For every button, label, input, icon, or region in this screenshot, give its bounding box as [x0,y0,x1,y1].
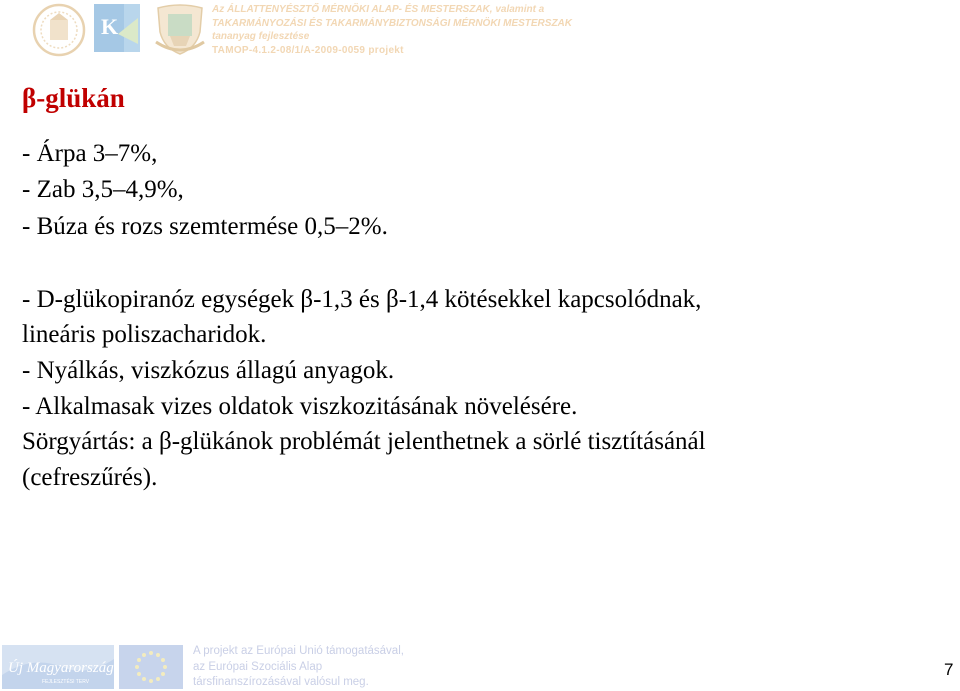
university-seal-logo [30,3,88,57]
body-line-4: - D-glükopiranóz egységek β-1,3 és β-1,4 kötésekkel kapcsolódnak, [22,286,702,313]
header-text [212,3,632,57]
body-line-5: lineáris poliszacharidok. [22,321,267,348]
body-line-8: Sörgyártás: a β-glükánok problémát jelenthetnek a sörlé tisztításánál [22,428,706,455]
footer-line-3: társfinanszírozásával valósul meg. [193,676,369,688]
footer-line-2: az Európai Szociális Alap [193,660,323,673]
header-line-3: tananyag fejlesztése [212,31,310,42]
eu-flag-logo [119,645,183,689]
k-logo [94,4,140,52]
slide-footer [0,635,960,690]
footer-logo-subtext: FEJLESZTÉSI TERV [42,679,90,685]
footer-text [193,644,404,691]
header-line-2: TAKARMÁNYOZÁSI ÉS TAKARMÁNYBIZTONSÁGI MÉRNÖKI MESTERSZAK [212,17,572,29]
body-line-9: (cefreszűrés). [22,464,158,491]
body-line-2: - Zab 3,5–4,9%, [22,176,184,203]
body-line-6: - Nyálkás, viszkózus állagú anyagok. [22,357,395,384]
slide-header [0,0,960,62]
page-number: 7 [944,660,954,679]
k-logo-letter: K [101,14,119,39]
footer-line-1: A projekt az Európai Unió támogatásával, [193,645,404,657]
body-line-7: - Alkalmasak vizes oldatok viszkozitásának növelésére. [22,393,578,420]
header-project-code: TAMOP-4.1.2-08/1/A-2009-0059 projekt [212,44,404,56]
crest-logo [152,2,208,56]
header-line-1: Az ÁLLATTENYÉSZTŐ MÉRNÖKI ALAP- ÉS MESTERSZAK, valamint a [212,4,545,15]
body-line-1: - Árpa 3–7%, [22,140,158,167]
uj-magyarorszag-logo [2,645,114,689]
footer-logo-text: Új Magyarország [8,660,114,676]
body-line-3: - Búza és rozs szemtermése 0,5–2%. [22,213,388,240]
slide-title: β-glükán [22,83,125,113]
